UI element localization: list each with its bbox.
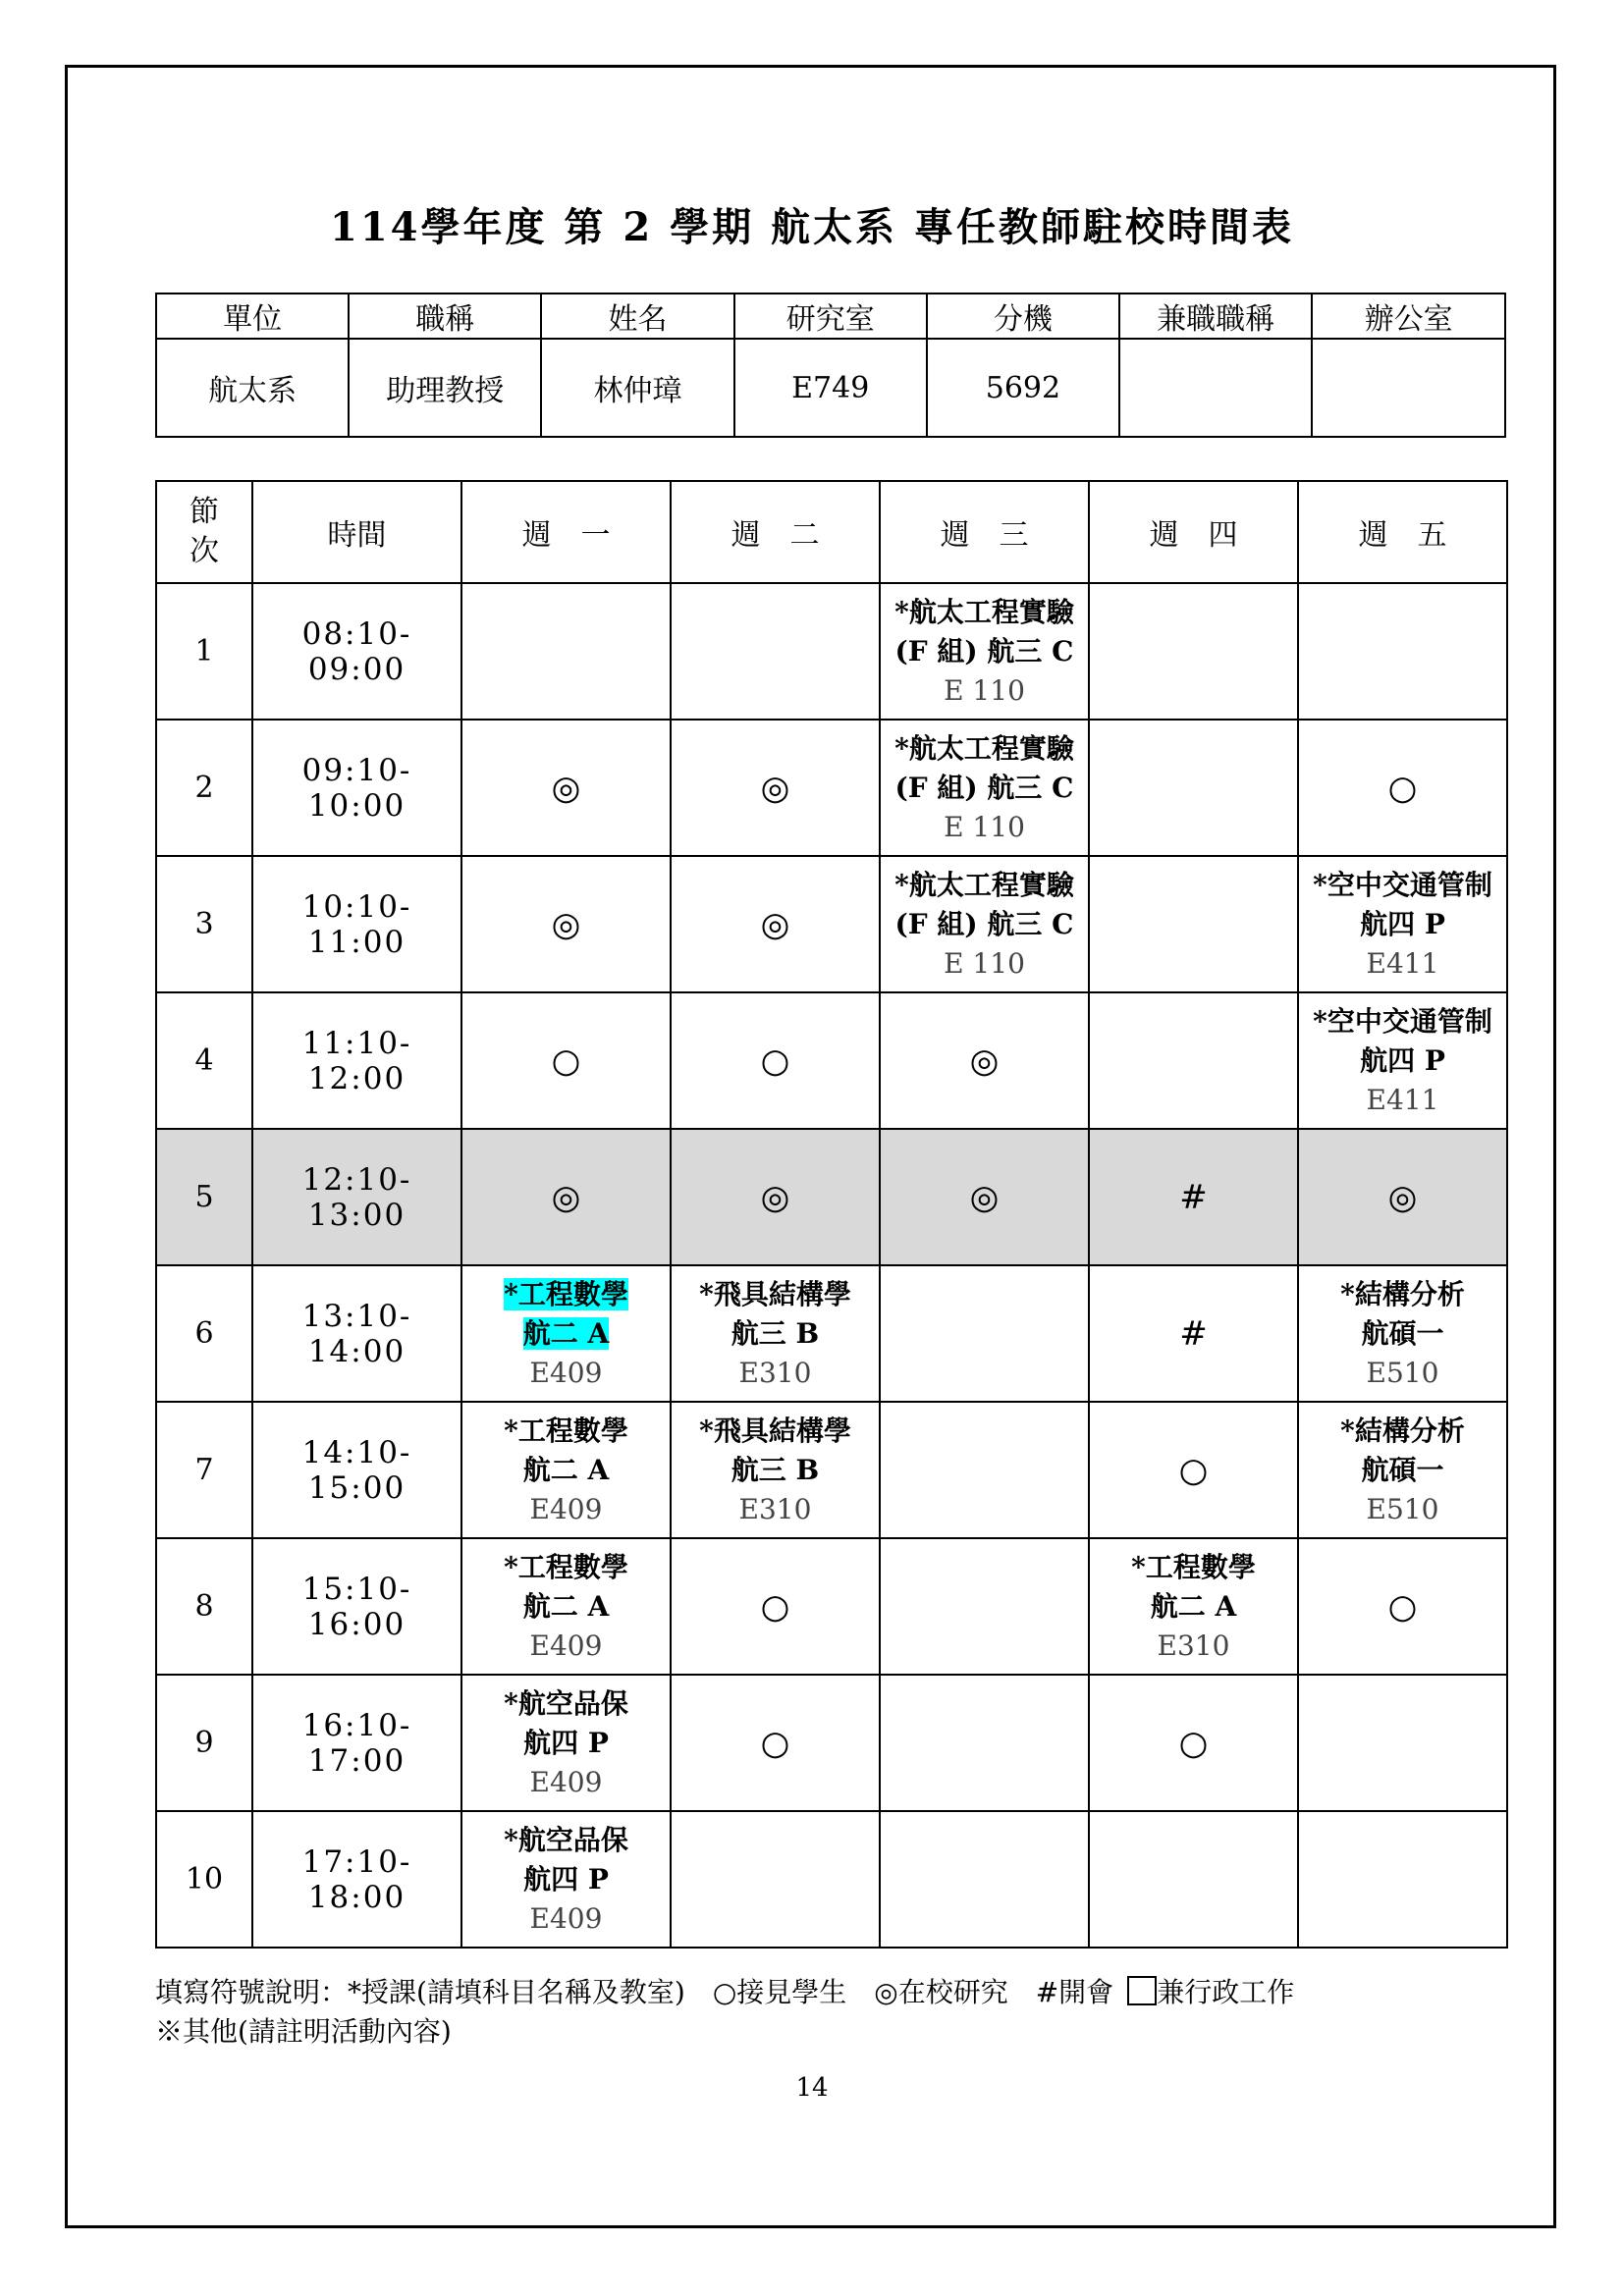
period-number: 7 [156, 1402, 252, 1538]
course-room: E409 [529, 1765, 603, 1798]
schedule-row [156, 1675, 1507, 1811]
legend-line-2: ※其他(請註明活動內容) [155, 2015, 452, 2048]
course-entry [462, 1821, 670, 1939]
period-time: 11:10-12:00 [252, 992, 461, 1129]
course-room: E409 [529, 1356, 603, 1389]
course-entry [462, 1684, 670, 1802]
schedule-cell-tue [671, 1811, 880, 1948]
course-name: *工程數學 [1131, 1550, 1256, 1583]
student-meeting-symbol: ○ [1387, 1586, 1418, 1627]
course-room: E 110 [944, 673, 1025, 707]
course-entry [462, 1412, 670, 1529]
highlighted-text: *工程數學 [504, 1277, 628, 1310]
schedule-cell-thu [1089, 1129, 1298, 1265]
schedule-cell-thu [1089, 856, 1298, 992]
course-entry [881, 729, 1088, 847]
schedule-cell-tue [671, 1129, 880, 1265]
course-entry [672, 1412, 879, 1529]
research-symbol: ◎ [760, 768, 790, 808]
student-meeting-symbol: ○ [1178, 1723, 1209, 1763]
header-day-mon: 週 一 [461, 481, 671, 583]
course-name: *航空品保 [504, 1823, 628, 1856]
schedule-cell-fri [1298, 1675, 1507, 1811]
course-room: E510 [1366, 1356, 1439, 1389]
symbol-legend [155, 1973, 1294, 2052]
course-class: (F 組) 航三 C [894, 634, 1074, 667]
meeting-symbol: # [1179, 1313, 1208, 1354]
student-meeting-symbol: ○ [1387, 768, 1418, 808]
course-entry [1299, 1275, 1506, 1393]
course-room: E310 [738, 1356, 812, 1389]
course-name: *工程數學 [504, 1550, 628, 1583]
course-class: 航二 A [1150, 1589, 1237, 1623]
schedule-cell-wed [880, 992, 1089, 1129]
schedule-cell-thu [1089, 1675, 1298, 1811]
course-class: 航二 A [522, 1589, 610, 1623]
course-name: *航空品保 [504, 1686, 628, 1720]
schedule-cell-tue [671, 1265, 880, 1402]
course-class: (F 組) 航三 C [894, 771, 1074, 804]
schedule-row [156, 1129, 1507, 1265]
course-name: *飛具結構學 [699, 1277, 851, 1310]
schedule-cell-wed [880, 856, 1089, 992]
schedule-cell-fri [1298, 992, 1507, 1129]
legend-admin-text: 兼行政工作 [1157, 1976, 1295, 2008]
schedule-cell-fri [1298, 856, 1507, 992]
course-entry [1299, 866, 1506, 984]
schedule-cell-thu [1089, 1265, 1298, 1402]
course-name [462, 1275, 670, 1314]
period-number: 5 [156, 1129, 252, 1265]
schedule-cell-mon [461, 1129, 671, 1265]
period-number: 10 [156, 1811, 252, 1948]
period-number: 2 [156, 720, 252, 856]
schedule-cell-thu [1089, 720, 1298, 856]
header-period-line: 節 [189, 495, 219, 529]
course-class [462, 1314, 670, 1354]
course-entry [1299, 1412, 1506, 1529]
course-room: E409 [529, 1492, 603, 1525]
course-room: E409 [529, 1629, 603, 1662]
schedule-row [156, 1265, 1507, 1402]
course-name: *結構分析 [1340, 1414, 1465, 1447]
schedule-cell-fri [1298, 720, 1507, 856]
header-day-wed: 週 三 [880, 481, 1089, 583]
page-title: 114學年度 第 2 學期 航太系 專任教師駐校時間表 [330, 204, 1294, 250]
meeting-symbol: # [1179, 1177, 1208, 1217]
schedule-cell-mon [461, 1265, 671, 1402]
course-entry [1299, 1002, 1506, 1120]
schedule-cell-tue [671, 1675, 880, 1811]
period-number: 1 [156, 583, 252, 720]
schedule-cell-fri [1298, 1402, 1507, 1538]
period-time: 14:10-15:00 [252, 1402, 461, 1538]
schedule-cell-mon [461, 1402, 671, 1538]
schedule-cell-tue [671, 856, 880, 992]
schedule-cell-wed [880, 583, 1089, 720]
header-time: 時間 [252, 481, 461, 583]
weekly-schedule-table [155, 480, 1508, 1949]
schedule-cell-wed [880, 1811, 1089, 1948]
schedule-cell-tue [671, 1402, 880, 1538]
info-header-unit: 單位 [156, 294, 349, 339]
header-day-tue: 週 二 [671, 481, 880, 583]
schedule-cell-mon [461, 1538, 671, 1675]
schedule-cell-wed [880, 1538, 1089, 1675]
course-entry [881, 866, 1088, 984]
period-time: 17:10-18:00 [252, 1811, 461, 1948]
period-number: 9 [156, 1675, 252, 1811]
schedule-cell-mon [461, 856, 671, 992]
schedule-row [156, 583, 1507, 720]
student-meeting-symbol: ○ [760, 1586, 790, 1627]
schedule-row [156, 1402, 1507, 1538]
research-symbol: ◎ [551, 904, 581, 944]
course-name: *空中交通管制 [1313, 1004, 1492, 1038]
research-symbol: ◎ [551, 768, 581, 808]
info-value-unit: 航太系 [156, 339, 349, 437]
schedule-row [156, 856, 1507, 992]
course-class: 航碩一 [1361, 1453, 1444, 1486]
course-room: E411 [1366, 1083, 1439, 1116]
period-time: 15:10-16:00 [252, 1538, 461, 1675]
course-room: E510 [1366, 1492, 1439, 1525]
info-value-lab: E749 [734, 339, 927, 437]
info-value-name: 林仲璋 [541, 339, 733, 437]
course-class: 航碩一 [1361, 1316, 1444, 1350]
course-entry [672, 1275, 879, 1393]
info-value-office [1312, 339, 1505, 437]
info-header-rank: 職稱 [349, 294, 541, 339]
schedule-cell-tue [671, 583, 880, 720]
schedule-cell-mon [461, 720, 671, 856]
schedule-cell-wed [880, 1129, 1089, 1265]
course-class: 航四 P [1360, 907, 1445, 940]
course-name: *空中交通管制 [1313, 868, 1492, 901]
header-day-fri: 週 五 [1298, 481, 1507, 583]
course-name: *飛具結構學 [699, 1414, 851, 1447]
checkbox-icon [1127, 1976, 1157, 2005]
schedule-cell-tue [671, 1538, 880, 1675]
course-name: *航太工程實驗 [894, 868, 1074, 901]
header-day-thu: 週 四 [1089, 481, 1298, 583]
period-number: 6 [156, 1265, 252, 1402]
schedule-row [156, 720, 1507, 856]
course-room: E310 [1157, 1629, 1230, 1662]
schedule-cell-fri [1298, 1265, 1507, 1402]
highlighted-text: 航二 A [522, 1316, 610, 1350]
course-name: *結構分析 [1340, 1277, 1465, 1310]
info-value-concurrent-title [1119, 339, 1312, 437]
course-name: *工程數學 [504, 1414, 628, 1447]
course-name: *航太工程實驗 [894, 595, 1074, 628]
course-room: E411 [1366, 946, 1439, 980]
course-class: 航二 A [522, 1453, 610, 1486]
schedule-cell-mon [461, 583, 671, 720]
course-class: 航四 P [523, 1862, 609, 1896]
course-entry [1090, 1548, 1297, 1666]
course-class: 航四 P [523, 1726, 609, 1759]
course-name: *航太工程實驗 [894, 731, 1074, 765]
schedule-header-row [156, 481, 1507, 583]
period-number: 8 [156, 1538, 252, 1675]
schedule-cell-thu [1089, 1538, 1298, 1675]
period-time: 12:10-13:00 [252, 1129, 461, 1265]
period-time: 13:10-14:00 [252, 1265, 461, 1402]
research-symbol: ◎ [969, 1041, 1000, 1081]
teacher-info-table [155, 293, 1506, 438]
schedule-body [156, 583, 1507, 1948]
info-header-name: 姓名 [541, 294, 733, 339]
info-header-lab: 研究室 [734, 294, 927, 339]
period-time: 08:10-09:00 [252, 583, 461, 720]
schedule-cell-mon [461, 992, 671, 1129]
course-class: 航三 B [731, 1453, 820, 1486]
schedule-cell-thu [1089, 1811, 1298, 1948]
schedule-row [156, 1538, 1507, 1675]
schedule-cell-wed [880, 1265, 1089, 1402]
schedule-cell-mon [461, 1675, 671, 1811]
info-value-row [156, 339, 1505, 437]
period-time: 16:10-17:00 [252, 1675, 461, 1811]
info-value-extension: 5692 [927, 339, 1119, 437]
course-room: E409 [529, 1901, 603, 1935]
schedule-row [156, 992, 1507, 1129]
course-room: E 110 [944, 810, 1025, 843]
info-header-row [156, 294, 1505, 339]
research-symbol: ◎ [760, 1177, 790, 1217]
course-entry [462, 1275, 670, 1393]
schedule-cell-fri [1298, 1811, 1507, 1948]
info-header-office: 辦公室 [1312, 294, 1505, 339]
info-header-concurrent-title: 兼職職稱 [1119, 294, 1312, 339]
schedule-cell-fri [1298, 1538, 1507, 1675]
schedule-cell-mon [461, 1811, 671, 1948]
research-symbol: ◎ [760, 904, 790, 944]
header-period [156, 481, 252, 583]
research-symbol: ◎ [1387, 1177, 1418, 1217]
schedule-row [156, 1811, 1507, 1948]
schedule-cell-fri [1298, 583, 1507, 720]
course-entry [462, 1548, 670, 1666]
info-value-rank: 助理教授 [349, 339, 541, 437]
schedule-cell-thu [1089, 992, 1298, 1129]
course-room: E310 [738, 1492, 812, 1525]
period-number: 3 [156, 856, 252, 992]
period-time: 09:10-10:00 [252, 720, 461, 856]
course-class: (F 組) 航三 C [894, 907, 1074, 940]
period-number: 4 [156, 992, 252, 1129]
info-header-extension: 分機 [927, 294, 1119, 339]
course-class: 航三 B [731, 1316, 820, 1350]
research-symbol: ◎ [969, 1177, 1000, 1217]
schedule-cell-wed [880, 1402, 1089, 1538]
research-symbol: ◎ [551, 1177, 581, 1217]
schedule-cell-fri [1298, 1129, 1507, 1265]
schedule-cell-tue [671, 992, 880, 1129]
schedule-cell-thu [1089, 1402, 1298, 1538]
period-time: 10:10-11:00 [252, 856, 461, 992]
schedule-cell-wed [880, 1675, 1089, 1811]
course-class: 航四 P [1360, 1043, 1445, 1077]
schedule-cell-wed [880, 720, 1089, 856]
student-meeting-symbol: ○ [551, 1041, 581, 1081]
header-period-line: 次 [189, 534, 219, 568]
course-room: E 110 [944, 946, 1025, 980]
student-meeting-symbol: ○ [1178, 1450, 1209, 1490]
student-meeting-symbol: ○ [760, 1723, 790, 1763]
legend-symbols-text: 填寫符號說明：*授課(請填科目名稱及教室) ○接見學生 ◎在校研究 #開會 [155, 1976, 1114, 2008]
schedule-cell-thu [1089, 583, 1298, 720]
schedule-cell-tue [671, 720, 880, 856]
course-entry [881, 593, 1088, 711]
page-number: 14 [795, 2073, 829, 2103]
student-meeting-symbol: ○ [760, 1041, 790, 1081]
legend-line-1 [155, 1973, 1294, 2012]
